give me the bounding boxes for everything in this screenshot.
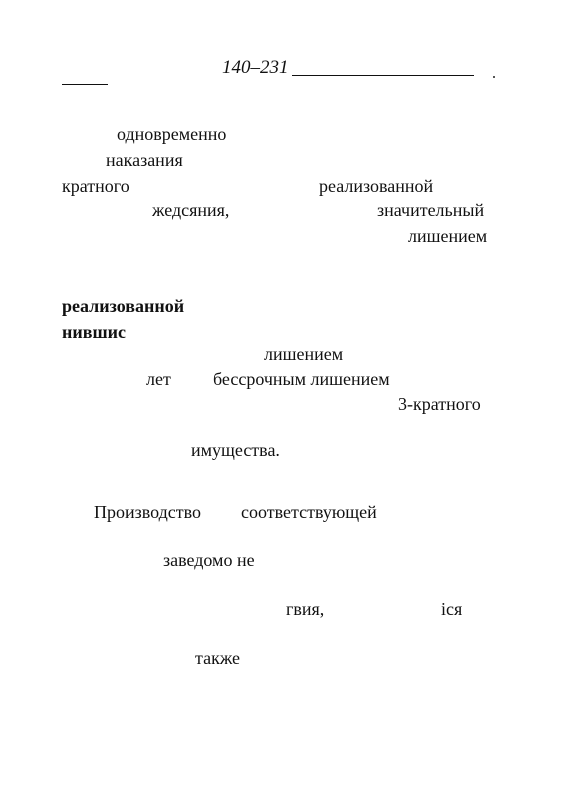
text-fragment: имущества.: [191, 440, 280, 460]
text-fragment: лишением: [264, 344, 344, 364]
text-fragment: бессрочным лишением: [213, 369, 390, 389]
text-fragment: гвия,: [286, 599, 325, 619]
text-fragment: значительный: [377, 200, 485, 220]
text-fragment: жедсяния,: [152, 200, 230, 220]
text-fragment: лишением: [408, 226, 488, 246]
header-dot: [493, 76, 495, 78]
text-fragment: нившис: [62, 322, 127, 342]
number-underline: [292, 75, 474, 76]
text-fragment: реализованной: [319, 176, 434, 196]
text-fragment: также: [195, 648, 241, 668]
text-fragment: 3-кратного: [398, 394, 481, 414]
text-fragment: іся: [441, 599, 463, 619]
text-fragment: заведомо не: [163, 550, 255, 570]
text-fragment: одновременно: [117, 124, 227, 144]
left-header-rule: [62, 84, 108, 85]
text-fragment: кратного: [62, 176, 130, 196]
document-number: 140–231: [222, 57, 289, 78]
text-fragment: Производство: [94, 502, 201, 522]
text-fragment: лет: [146, 369, 171, 389]
text-fragment: наказания: [106, 150, 183, 170]
text-fragment: реализованной: [62, 296, 185, 316]
text-fragment: соответствующей: [241, 502, 377, 522]
